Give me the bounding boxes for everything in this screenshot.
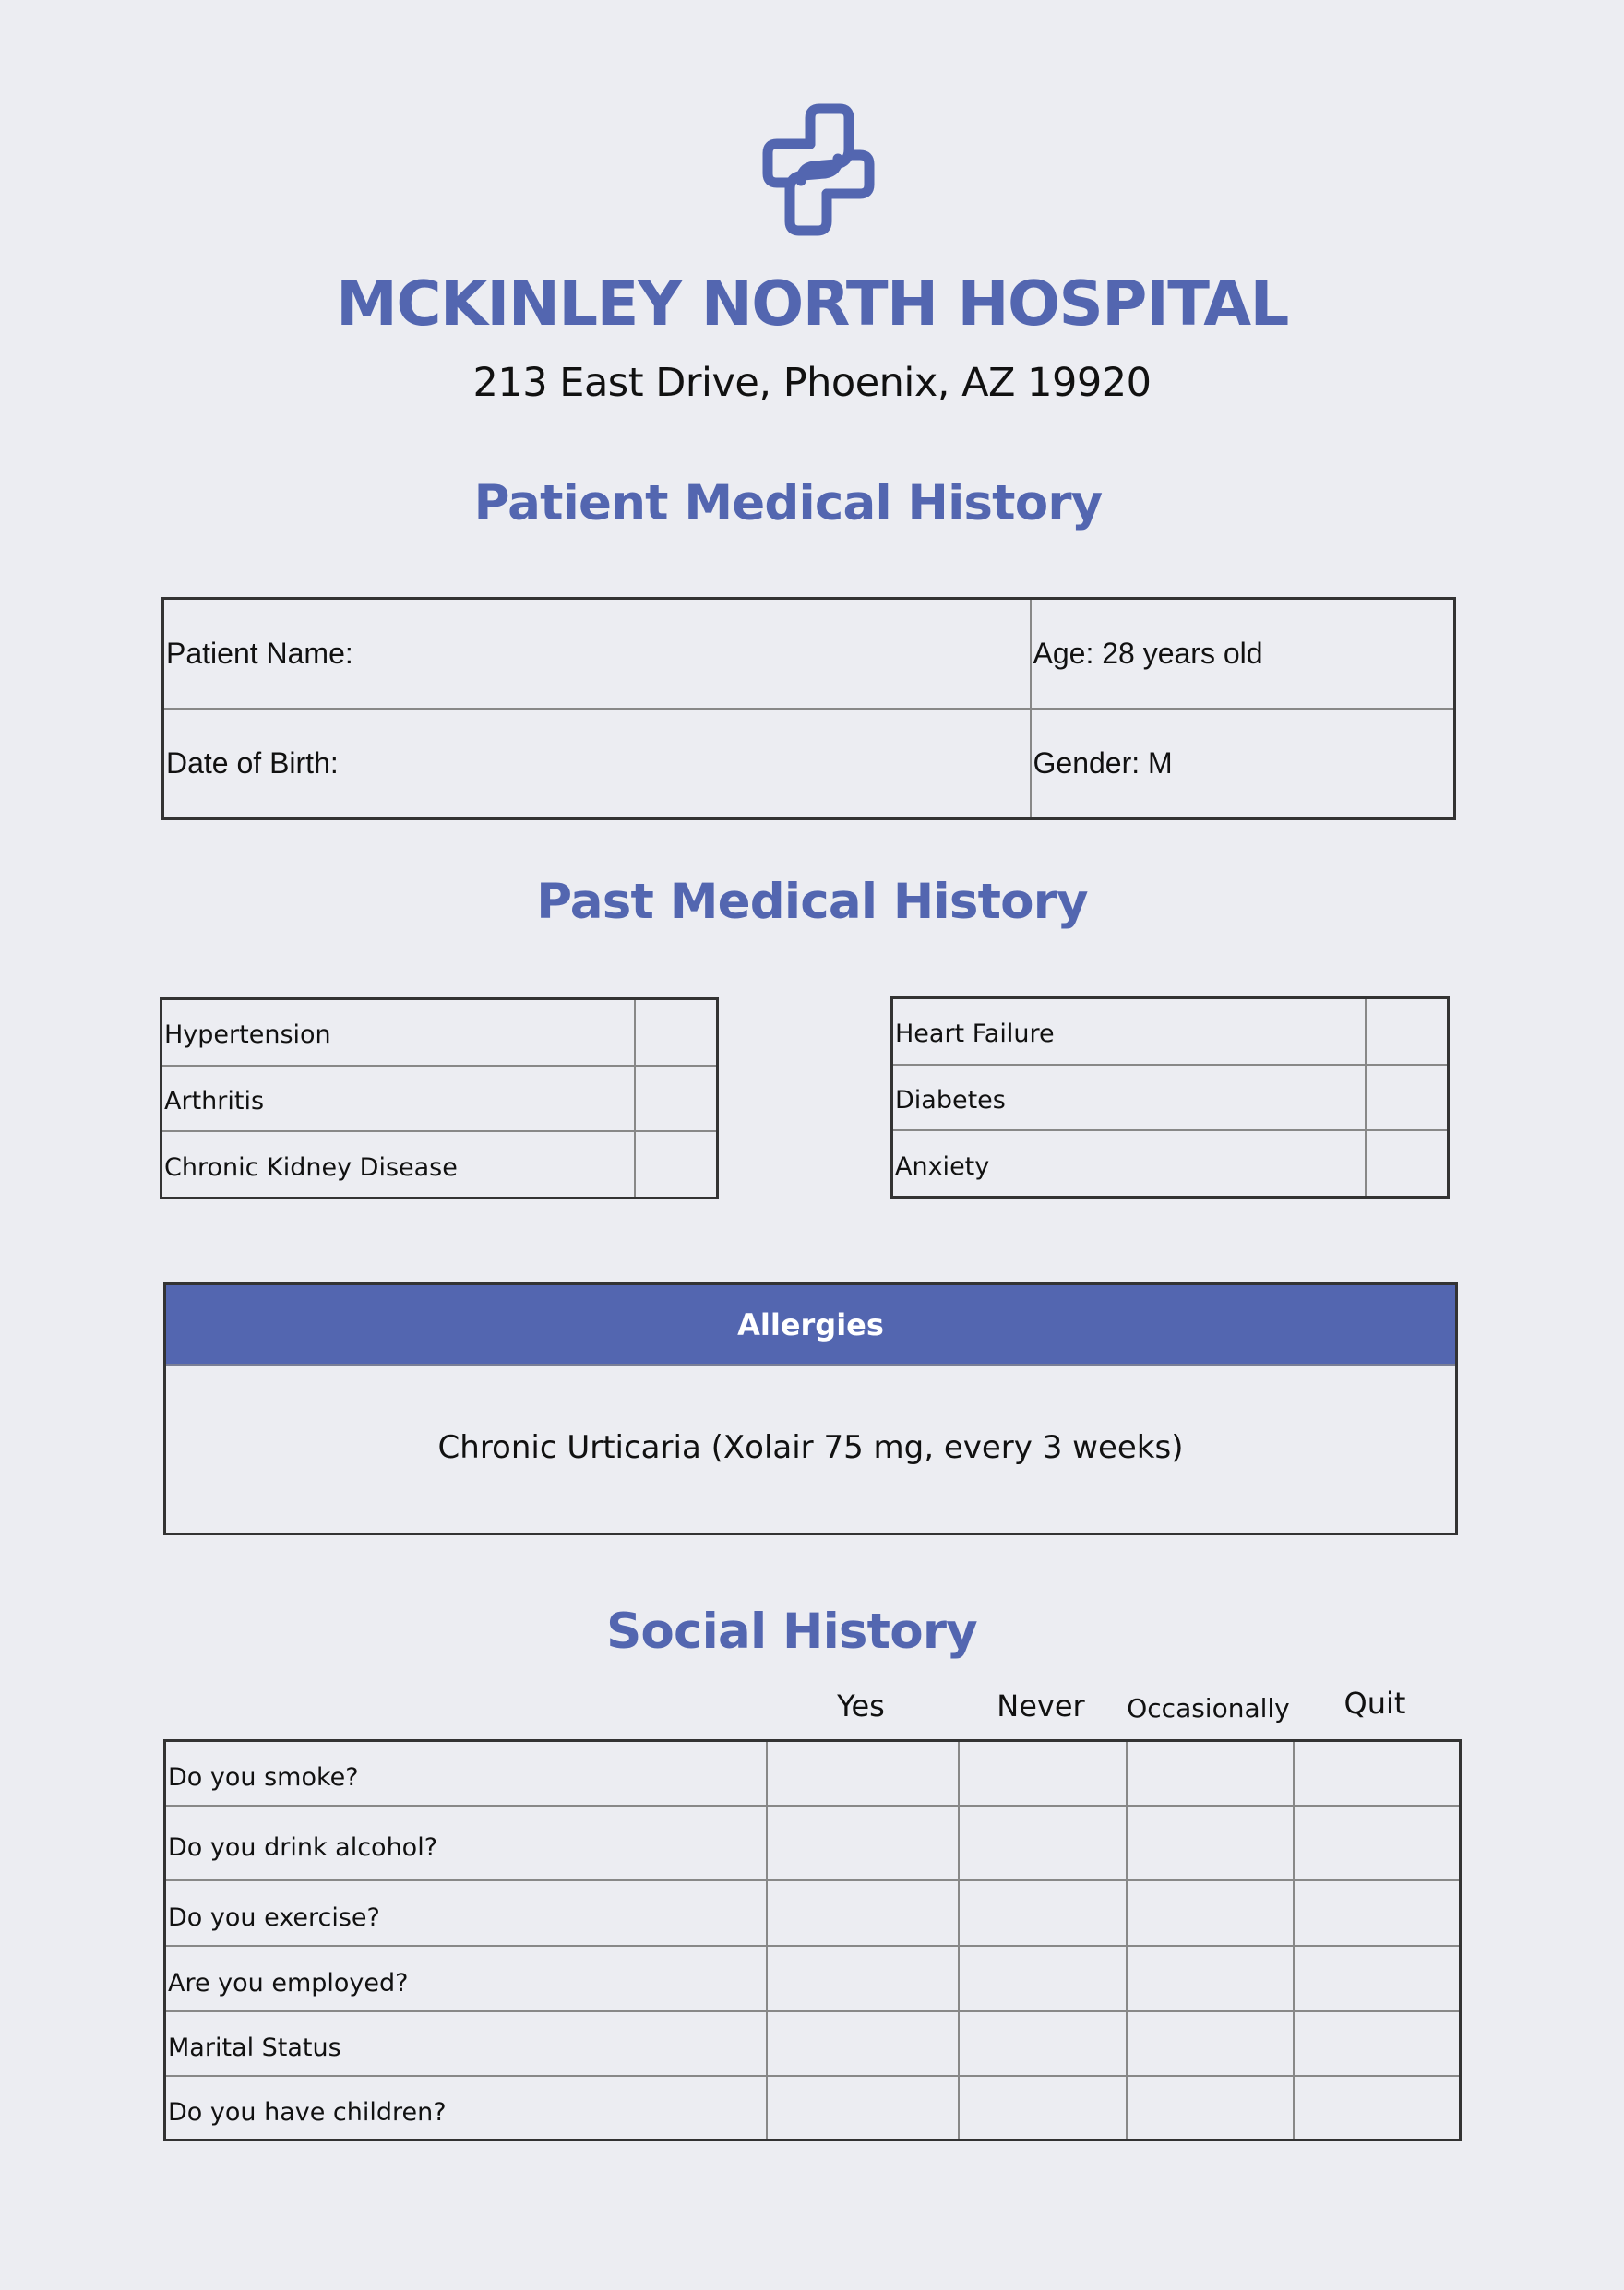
condition-label: Hypertension: [161, 999, 635, 1066]
section-title-patient-medical-history: Patient Medical History: [473, 475, 1103, 531]
answer-cell-never[interactable]: [959, 2011, 1127, 2076]
medical-cross-icon: [749, 101, 888, 238]
allergies-value[interactable]: Chronic Urticaria (Xolair 75 mg, every 3 weeks): [437, 1429, 1184, 1466]
answer-cell-occasionally[interactable]: [1127, 1741, 1294, 1806]
condition-checkbox[interactable]: [1366, 1130, 1449, 1197]
question-label: Do you drink alcohol?: [165, 1806, 767, 1880]
answer-cell-yes[interactable]: [767, 1806, 959, 1880]
table-row: [161, 1131, 718, 1198]
answer-cell-occasionally[interactable]: [1127, 2076, 1294, 2141]
answer-cell-never[interactable]: [959, 1741, 1127, 1806]
answer-cell-never[interactable]: [959, 1946, 1127, 2011]
social-history-table: [163, 1739, 1462, 2141]
answer-cell-occasionally[interactable]: [1127, 1806, 1294, 1880]
question-label: Are you employed?: [165, 1946, 767, 2011]
column-header-occasionally: Occasionally: [1127, 1693, 1290, 1723]
date-of-birth-field[interactable]: Date of Birth:: [163, 709, 1031, 819]
answer-cell-occasionally[interactable]: [1127, 1946, 1294, 2011]
age-field[interactable]: Age: 28 years old: [1031, 599, 1455, 710]
past-medical-history-left-table: [160, 997, 719, 1199]
answer-cell-yes[interactable]: [767, 1880, 959, 1946]
table-row: [165, 1946, 1461, 2011]
answer-cell-never[interactable]: [959, 1880, 1127, 1946]
table-row: [165, 2076, 1461, 2141]
patient-name-field[interactable]: Patient Name:: [163, 599, 1031, 710]
hospital-name: MCKINLEY NORTH HOSPITAL: [336, 268, 1288, 340]
answer-cell-never[interactable]: [959, 2076, 1127, 2141]
table-row: [165, 1880, 1461, 1946]
column-header-never: Never: [997, 1688, 1085, 1723]
question-label: Do you have children?: [165, 2076, 767, 2141]
question-label: Do you exercise?: [165, 1880, 767, 1946]
patient-info-table: [161, 597, 1456, 820]
answer-cell-yes[interactable]: [767, 1741, 959, 1806]
hospital-address: 213 East Drive, Phoenix, AZ 19920: [472, 360, 1152, 406]
condition-label: Arthritis: [161, 1066, 635, 1131]
answer-cell-quit[interactable]: [1294, 2011, 1461, 2076]
table-row: [163, 709, 1455, 819]
answer-cell-never[interactable]: [959, 1806, 1127, 1880]
allergies-box: [163, 1282, 1458, 1535]
condition-checkbox[interactable]: [1366, 1065, 1449, 1130]
answer-cell-yes[interactable]: [767, 2011, 959, 2076]
section-title-past-medical-history: Past Medical History: [536, 874, 1088, 930]
section-title-social-history: Social History: [606, 1604, 977, 1660]
table-row: [161, 999, 718, 1066]
column-header-quit: Quit: [1343, 1686, 1406, 1721]
answer-cell-quit[interactable]: [1294, 1880, 1461, 1946]
allergies-header: Allergies: [166, 1285, 1455, 1366]
answer-cell-quit[interactable]: [1294, 2076, 1461, 2141]
answer-cell-yes[interactable]: [767, 2076, 959, 2141]
table-row: [163, 599, 1455, 710]
condition-label: Heart Failure: [892, 998, 1366, 1065]
answer-cell-occasionally[interactable]: [1127, 2011, 1294, 2076]
condition-checkbox[interactable]: [635, 1066, 718, 1131]
question-label: Do you smoke?: [165, 1741, 767, 1806]
table-row: [161, 1066, 718, 1131]
condition-checkbox[interactable]: [1366, 998, 1449, 1065]
answer-cell-occasionally[interactable]: [1127, 1880, 1294, 1946]
column-header-yes: Yes: [837, 1688, 885, 1723]
condition-label: Diabetes: [892, 1065, 1366, 1130]
table-row: [165, 1741, 1461, 1806]
answer-cell-yes[interactable]: [767, 1946, 959, 2011]
condition-label: Anxiety: [892, 1130, 1366, 1197]
table-row: [892, 998, 1449, 1065]
table-row: [892, 1065, 1449, 1130]
condition-checkbox[interactable]: [635, 999, 718, 1066]
gender-field[interactable]: Gender: M: [1031, 709, 1455, 819]
table-row: [165, 2011, 1461, 2076]
table-row: [165, 1806, 1461, 1880]
condition-checkbox[interactable]: [635, 1131, 718, 1198]
answer-cell-quit[interactable]: [1294, 1806, 1461, 1880]
table-row: [892, 1130, 1449, 1197]
question-label: Marital Status: [165, 2011, 767, 2076]
answer-cell-quit[interactable]: [1294, 1741, 1461, 1806]
answer-cell-quit[interactable]: [1294, 1946, 1461, 2011]
condition-label: Chronic Kidney Disease: [161, 1131, 635, 1198]
past-medical-history-right-table: [890, 996, 1450, 1199]
